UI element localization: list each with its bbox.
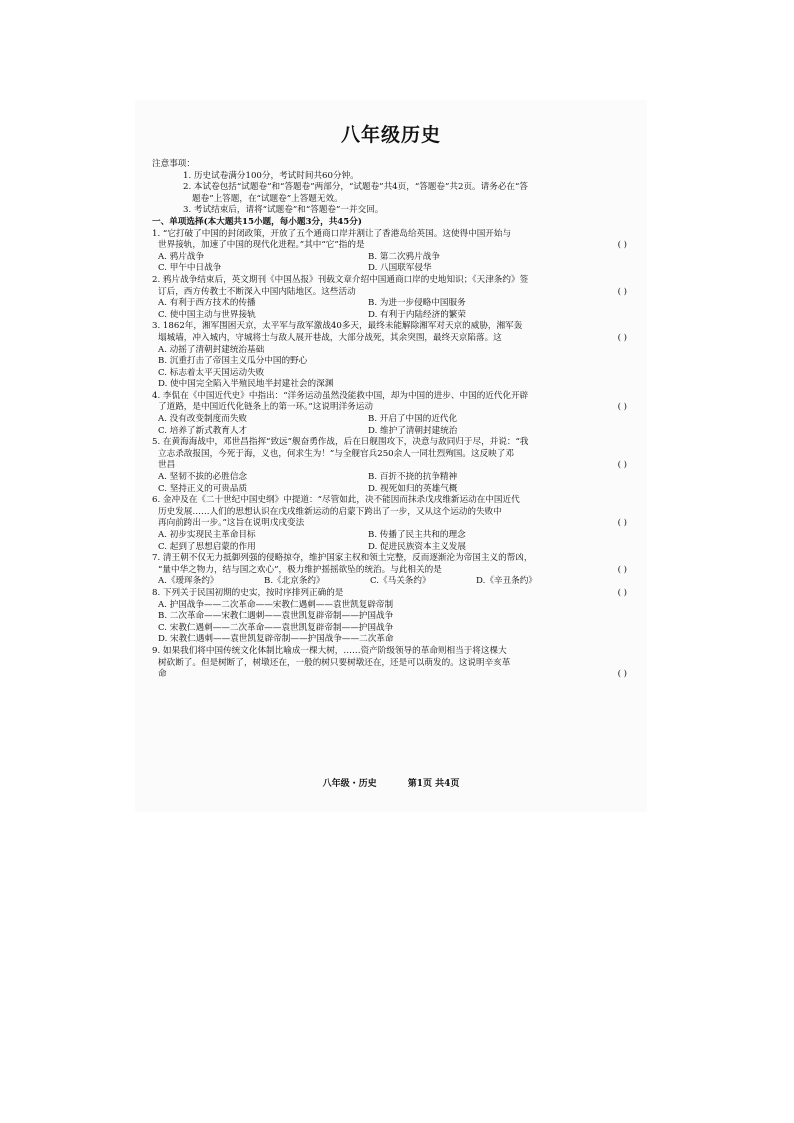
option-b: B.《北京条约》 — [264, 576, 325, 587]
answer-blank: ( ) — [617, 518, 627, 529]
option-d: D. 宋教仁遇刺——袁世凯复辟帝制——护国战争——二次革命 — [158, 634, 394, 645]
question-6-stem-cont: 历史发展……人们的思想认识在戊戌维新运动的启蒙下跨出了一步，又从这个运动的失败中 — [158, 506, 502, 517]
option-c: C. 坚持正义的可贵品质 — [158, 483, 248, 494]
option-b: B. 为进一步侵略中国服务 — [368, 298, 466, 309]
question-5-stem: 5. 在黄海海战中，邓世昌指挥“致远”舰奋勇作战，后在日舰围攻下，决意与敌同归于尽，并说：“我 — [152, 437, 529, 448]
notice-item-2: 2. 本试卷包括“试题卷”和“答题卷”两部分，“试题卷”共4页，“答题卷”共2页。请务必在“答 — [183, 182, 529, 193]
answer-blank: ( ) — [617, 286, 627, 297]
question-6-stem-cont2: 再向前跨出一步。”这旨在说明戊戌变法 ( ) — [152, 518, 635, 530]
question-1-options-row2 — [152, 263, 635, 275]
answer-blank: ( ) — [617, 332, 627, 343]
option-a: A. 护国战争——二次革命——宋教仁遇刺——袁世凯复辟帝制 — [158, 599, 394, 610]
question-9-stem: 9. 如果我们将中国传统文化体制比喻成一棵大树，……资产阶级领导的革命则相当于将这棵大 — [152, 645, 507, 656]
notice-item-1: 1. 历史试卷满分100分，考试时间共60分钟。 — [183, 170, 359, 181]
option-c: C. 起到了思想启蒙的作用 — [158, 541, 256, 552]
option-a: A. 鸦片战争 — [158, 251, 205, 262]
question-9-stem-cont2: 命 ( ) — [152, 669, 635, 681]
option-a: A. 初步实现民主革命目标 — [158, 530, 256, 540]
notice-heading: 注意事项： — [152, 159, 195, 169]
answer-blank: ( ) — [617, 402, 627, 413]
question-6-options-row2 — [152, 542, 635, 554]
question-9-stem-cont: 树砍断了。但是树断了，树墩还在，一般的树只要树墩还在，还是可以萌发的。这说明辛亥革 — [158, 657, 511, 668]
exam-page — [135, 100, 647, 812]
question-3-stem: 3. 1862年，湘军围困天京，太平军与敌军激战40多天，最终未能解除湘军对天京的威胁，湘军轰 — [152, 321, 523, 332]
question-3-stem-cont: 塌城墙，冲入城内，守城将士与敌人展开巷战，大部分战死，其余突围，最终天京陷落。这 ( ) — [152, 333, 635, 345]
option-d: D. 有利于内陆经济的繁荣 — [368, 309, 466, 320]
question-1-stem: 1. “它打破了中国的封闭政策，开放了五个通商口岸并割让了香港岛给英国。这使得中国开始与 — [152, 228, 512, 239]
question-5-options-row1 — [152, 472, 635, 484]
question-8-stem: 8. 下列关于民国初期的史实，按时序排列正确的是 ( ) — [152, 588, 635, 600]
footer-subject: 八年级・历史 — [322, 779, 377, 789]
question-5-stem-cont2: 世昌 ( ) — [152, 460, 635, 472]
question-4-stem-cont: 了道路，是中国近代化链条上的第一环。”这说明洋务运动 ( ) — [152, 402, 635, 414]
question-7-options — [152, 576, 635, 588]
question-1-stem-cont: 世界接轨，加速了中国的现代化进程。”其中“它”指的是 ( ) — [152, 240, 635, 252]
question-4-stem: 4. 李侃在《中国近代史》中指出：“洋务运动虽然没能救中国，却为中国的进步、中国的近代化开辟 — [152, 390, 529, 401]
option-c: C. 培养了新式教育人才 — [158, 425, 248, 436]
question-6-stem: 6. 金冲及在《二十世纪中国史纲》中提道：“尽管如此，决不能因而抹杀戊戌维新运动在中国近代 — [152, 495, 520, 506]
answer-blank: ( ) — [617, 564, 627, 575]
question-7-stem: 7. 清王朝不仅无力抵御列强的侵略掠夺，维护国家主权和领土完整，反而逐渐沦为帝国主义的帮凶， — [152, 553, 533, 564]
question-2-options-row2 — [152, 310, 635, 322]
answer-blank: ( ) — [617, 460, 627, 471]
option-c: C. 甲午中日战争 — [158, 263, 222, 274]
question-5-options-row2 — [152, 484, 635, 496]
notice-item-2-cont: 题卷”上答题，在“试题卷”上答题无效。 — [192, 193, 343, 204]
question-2-stem-cont: 订后，西方传教士不断深入中国内陆地区。这些活动 ( ) — [152, 287, 635, 299]
question-4-options-row1 — [152, 414, 635, 426]
option-b: B. 开启了中国的近代化 — [368, 414, 458, 425]
question-5-stem-cont: 立志杀敌报国，今死于海，义也，何求生为！”与全舰官兵250余人一同壮烈殉国。这反映了邓 — [158, 448, 514, 459]
page-footer — [135, 776, 647, 789]
option-d: D. 八国联军侵华 — [368, 263, 432, 274]
question-1-options-row1 — [152, 252, 635, 264]
option-b: B. 百折不挠的抗争精神 — [368, 472, 458, 483]
option-b: B. 二次革命——宋教仁遇刺——袁世凯复辟帝制——护国战争 — [158, 611, 394, 622]
option-a: A. 有利于西方技术的传播 — [158, 298, 256, 309]
option-d: D. 促进民族资本主义发展 — [368, 541, 466, 552]
option-a: A. 坚韧不拔的必胜信念 — [158, 472, 248, 483]
option-d: D.《辛丑条约》 — [476, 576, 537, 587]
answer-blank: ( ) — [617, 669, 627, 680]
option-d: D. 视死如归的英雄气概 — [368, 483, 458, 494]
answer-blank: ( ) — [617, 587, 627, 598]
section-heading: 一、单项选择(本大题共15小题，每小题3分，共45分) — [152, 216, 362, 227]
question-7-stem-cont: “量中华之物力，结与国之欢心”，极力维护摇摇欲坠的统治。与此相关的是 ( ) — [152, 565, 635, 577]
question-6-options-row1 — [152, 530, 635, 542]
notice-item-3: 3. 考试结束后，请将“试题卷”和“答题卷”一并交回。 — [183, 205, 384, 216]
exam-title: 八年级历史 — [340, 124, 441, 146]
option-c: C. 标志着太平天国运动失败 — [158, 367, 265, 378]
option-b: B. 第二次鸦片战争 — [368, 251, 440, 262]
option-c: C.《马关条约》 — [370, 576, 431, 587]
option-c: C. 宋教仁遇刺——二次革命——袁世凯复辟帝制——护国战争 — [158, 622, 394, 633]
option-b: B. 传播了民主共和的理念 — [368, 530, 466, 540]
question-4-options-row2 — [152, 426, 635, 438]
option-a: A.《瑷珲条约》 — [158, 576, 219, 587]
option-d: D. 维护了清朝封建统治 — [368, 425, 458, 436]
option-a: A. 没有改变制度而失败 — [158, 414, 248, 425]
answer-blank: ( ) — [617, 240, 627, 251]
option-b: B. 沉重打击了帝国主义瓜分中国的野心 — [158, 356, 308, 367]
question-2-stem: 2. 鸦片战争结束后，英文期刊《中国丛报》刊载文章介绍中国通商口岸的史地知识；《天津条约》签 — [152, 274, 529, 285]
footer-page-number: 第1页 共4页 — [407, 779, 460, 789]
exam-content — [152, 159, 635, 681]
question-2-options-row1 — [152, 298, 635, 310]
option-c: C. 使中国主动与世界接轨 — [158, 309, 256, 320]
option-d: D. 使中国完全陷入半殖民地半封建社会的深渊 — [158, 379, 334, 390]
option-a: A. 动摇了清朝封建统治基础 — [158, 344, 265, 355]
